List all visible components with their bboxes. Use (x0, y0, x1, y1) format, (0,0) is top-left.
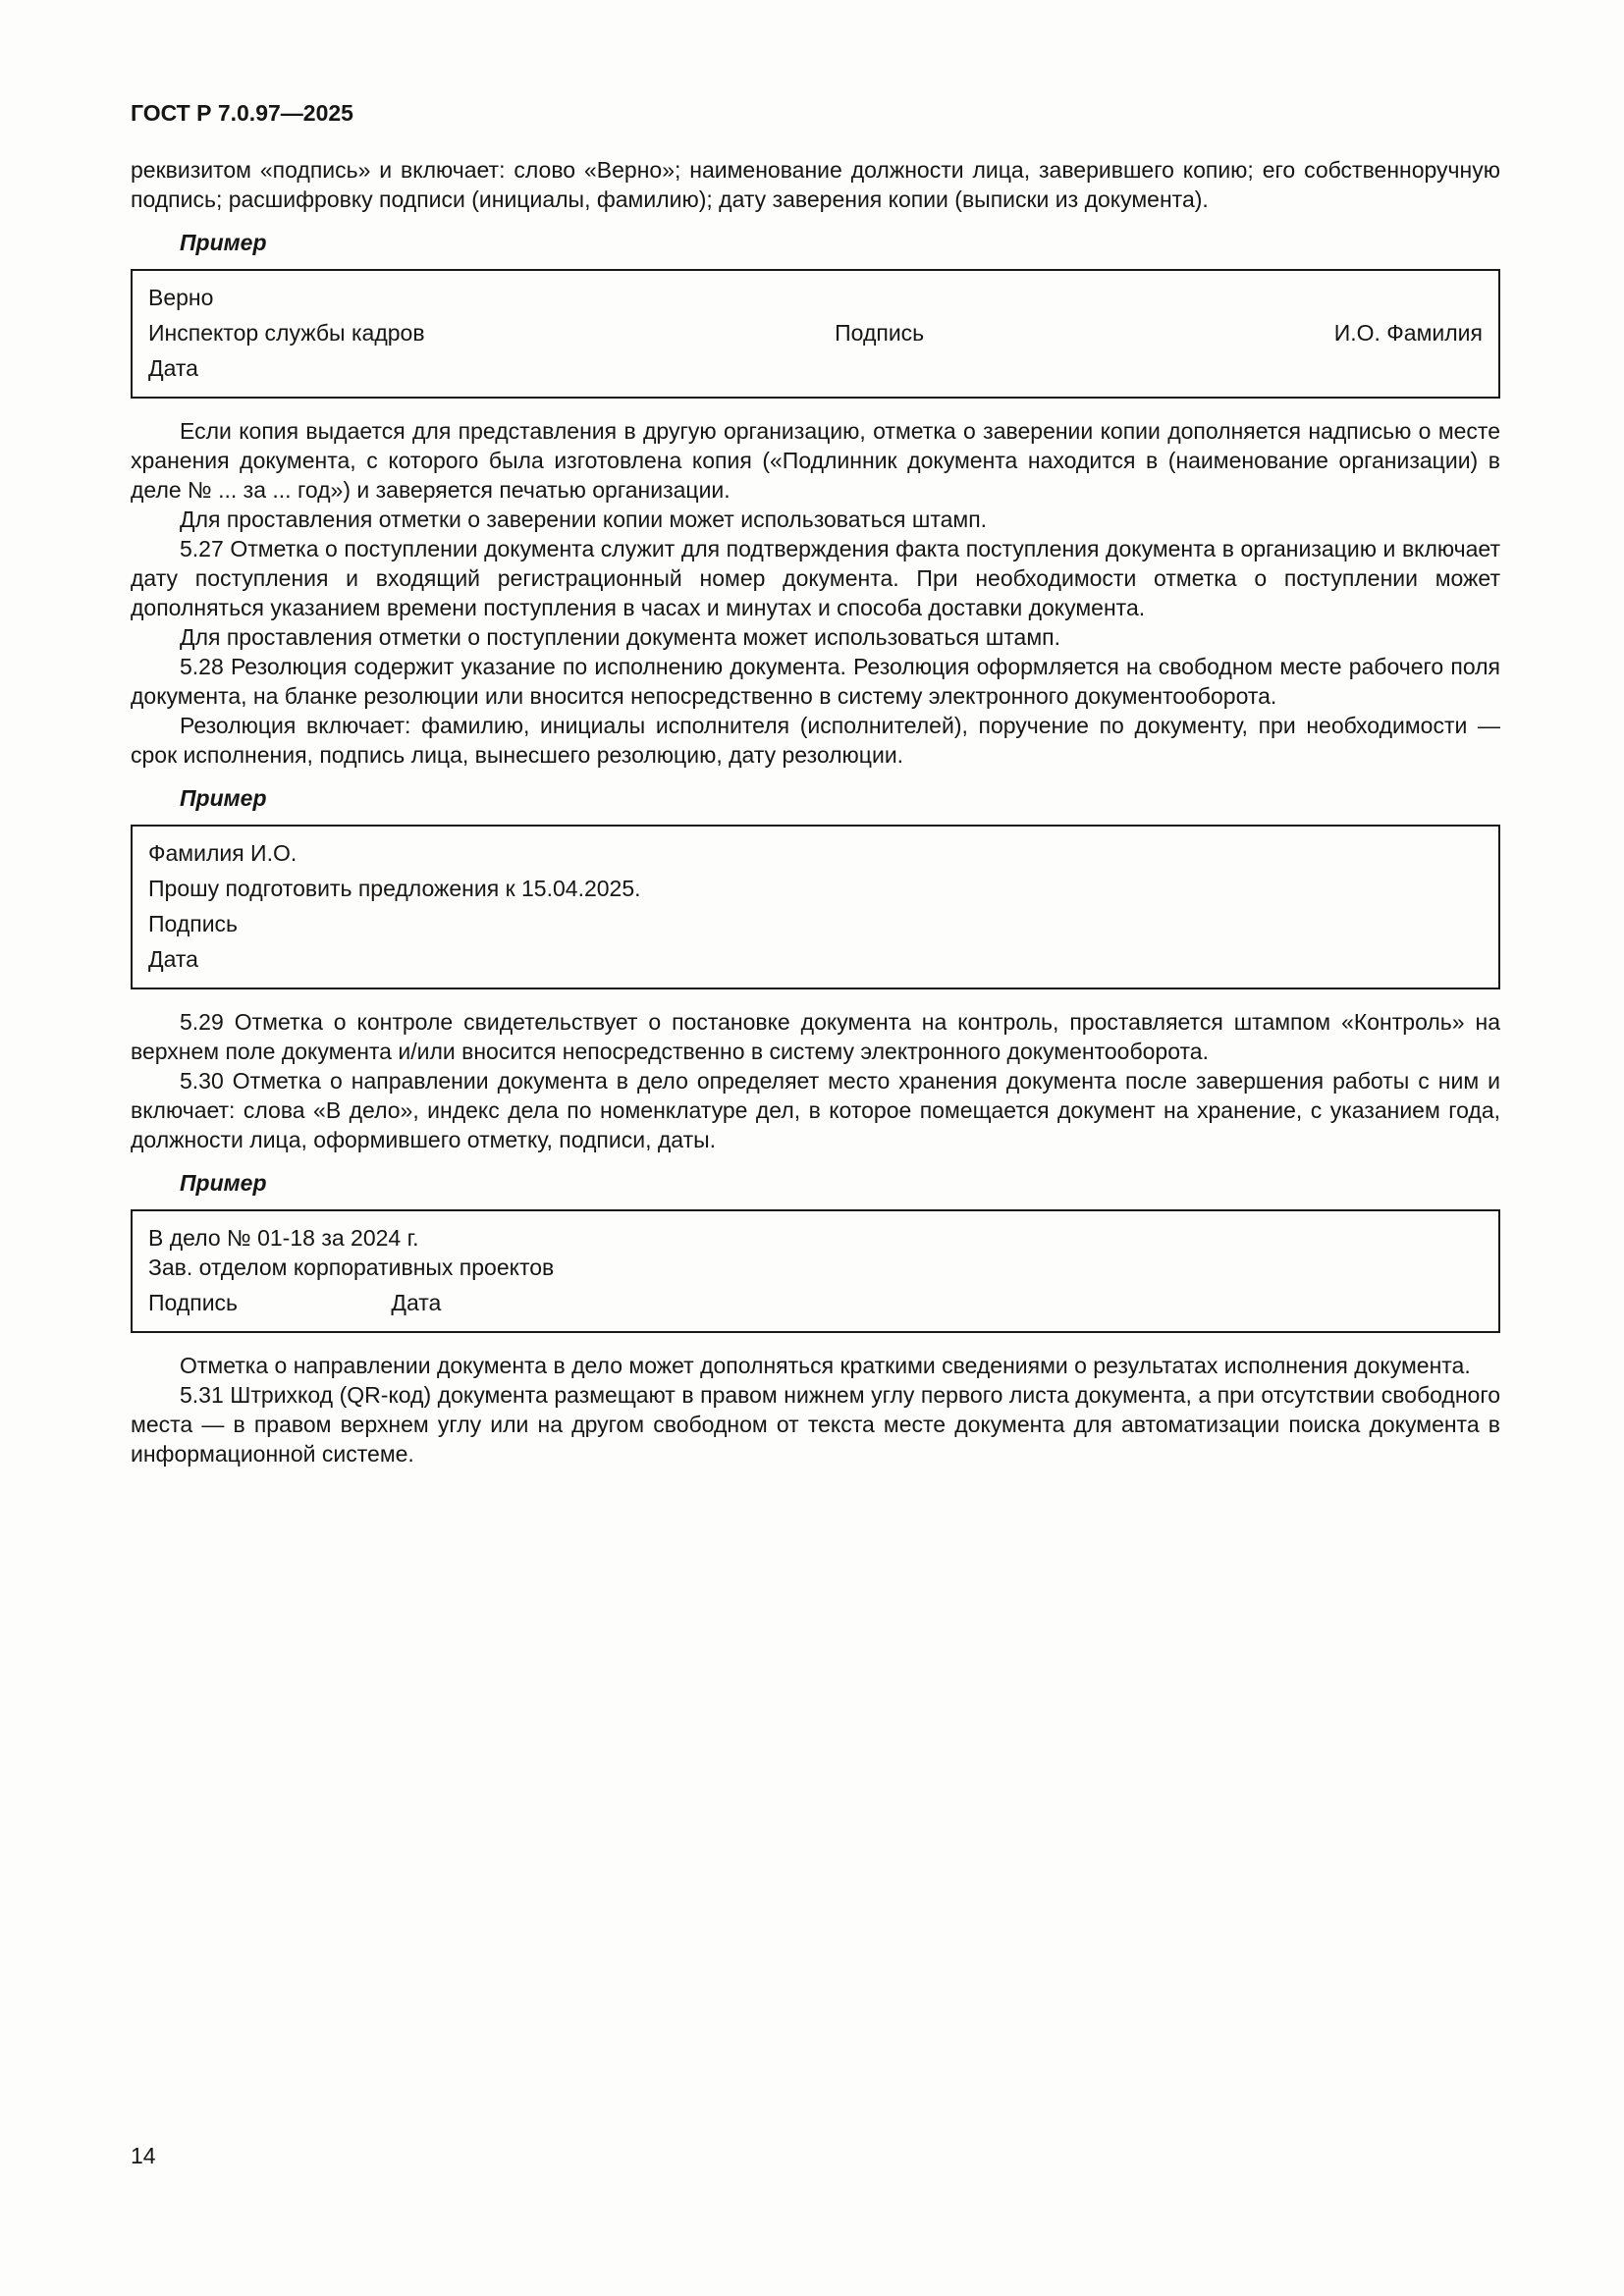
filing-position-title: Зав. отделом корпоративных проектов (148, 1255, 555, 1280)
paragraph-filing-results: Отметка о направлении документа в дело может дополняться краткими сведениями о результатах исполнения документа. (180, 1353, 1471, 1378)
signature-placeholder: Подпись (835, 320, 925, 346)
paragraph-copy-stamp: Для проставления отметки о заверении копии может использоваться штамп. (180, 507, 988, 532)
filing-case-number: В дело № 01-18 за 2024 г. (148, 1225, 419, 1251)
certification-signature-row (148, 318, 1483, 347)
example-label-1: Пример (180, 230, 267, 255)
paragraph-receipt-stamp: Для проставления отметки о поступлении документа может использоваться штамп. (180, 624, 1060, 650)
example-label-2: Пример (180, 785, 267, 811)
paragraph-5-29-control-mark: 5.29 Отметка о контроле свидетельствует о постановке документа на контроль, проставляется штампом «Контроль» на верхнем поле документа и/или вносится непосредственно в систему электронного документооборота. (131, 1009, 1500, 1064)
paragraph-copy-other-org: Если копия выдается для представления в другую организацию, отметка о заверении копии дополняется надписью о месте хранения документа, с которого была изготовлена копия («Подлинник документа находится в (наименование организации) в деле № ... за ... год») и заверяется печатью организации. (131, 418, 1500, 503)
paragraph-5-31-qr-code: 5.31 Штрихкод (QR-код) документа размещают в правом нижнем углу первого листа документа, а при отсутствии свободного места — в правом верхнем углу или на другом свободном от текста месте документа для автоматизации поиска документа в информационной системе. (131, 1382, 1500, 1467)
signature-placeholder: Подпись (148, 1290, 239, 1315)
resolution-author-name: Фамилия И.О. (148, 840, 298, 866)
position-title: Инспектор службы кадров (148, 320, 425, 346)
paragraph-5-27-receipt-mark: 5.27 Отметка о поступлении документа служит для подтверждения факта поступления документа в организацию и включает дату поступления и входящий регистрационный номер документа. При необходимости отметка о поступлении может дополняться указанием времени поступления в часах и минутах и способа доставки документа. (131, 536, 1500, 620)
example-box-filing (131, 1209, 1500, 1333)
paragraph-copy-attestation: реквизитом «подпись» и включает: слово «Верно»; наименование должности лица, заверившего копию; его собственноручную подпись; расшифровку подписи (инициалы, фамилию); дату заверения копии (выписки из документа). (131, 157, 1500, 212)
date-placeholder: Дата (148, 355, 198, 381)
signature-placeholder: Подпись (148, 911, 239, 936)
paragraph-5-28-resolution: 5.28 Резолюция содержит указание по исполнению документа. Резолюция оформляется на свободном месте рабочего поля документа, на бланке резолюции или вносится непосредственно в систему электронного документооборота. (131, 654, 1500, 709)
initials-surname: И.О. Фамилия (1333, 320, 1483, 346)
footer-page-number: 14 (131, 2143, 156, 2168)
example-label-3: Пример (180, 1170, 267, 1196)
resolution-instruction: Прошу подготовить предложения к 15.04.2025. (148, 876, 641, 901)
date-placeholder: Дата (391, 1290, 442, 1315)
paragraph-resolution-contents: Резолюция включает: фамилию, инициалы исполнителя (исполнителей), поручение по документу, при необходимости — срок исполнения, подпись лица, вынесшего резолюцию, дату резолюции. (131, 713, 1500, 768)
date-placeholder: Дата (148, 946, 198, 972)
paragraph-5-30-filing-mark: 5.30 Отметка о направлении документа в дело определяет место хранения документа после завершения работы с ним и включает: слова «В дело», индекс дела по номенклатуре дел, в которое помещается документ на хранение, с указанием года, должности лица, оформившего отметку, подписи, даты. (131, 1068, 1500, 1152)
example-box-resolution (131, 825, 1500, 989)
document-code-header: ГОСТ Р 7.0.97—2025 (131, 100, 353, 126)
example-box-copy-certification (131, 269, 1500, 399)
filing-signature-row (148, 1288, 1483, 1317)
attestation-word: Верно (148, 285, 214, 310)
